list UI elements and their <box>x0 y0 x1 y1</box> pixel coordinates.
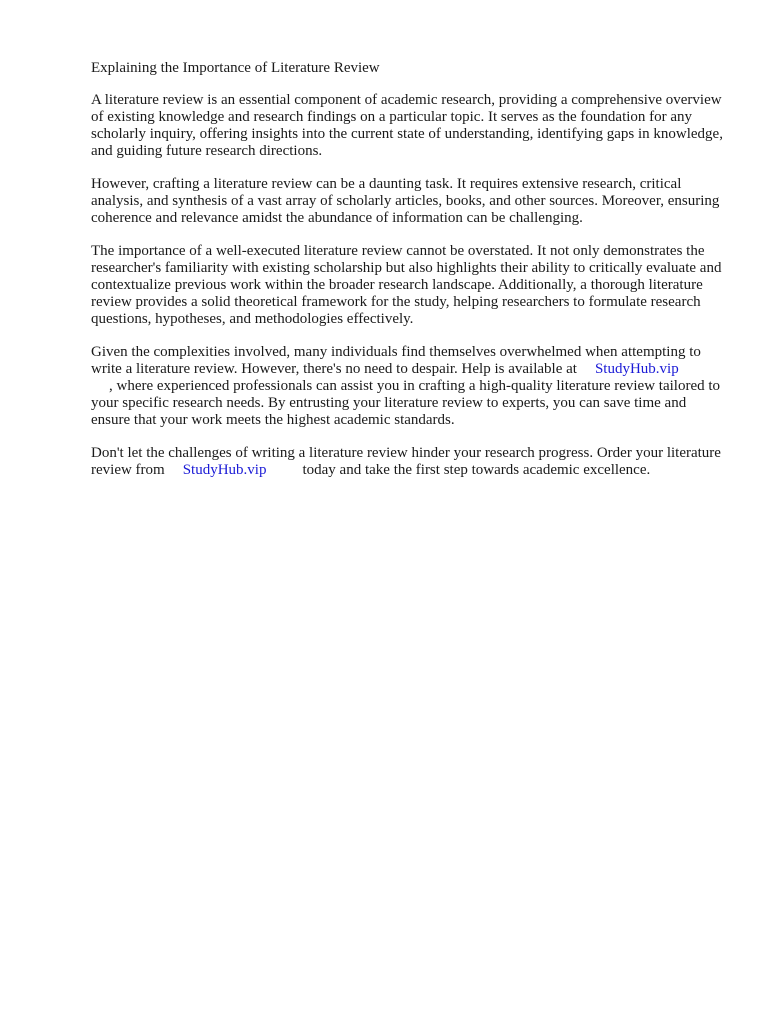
studyhub-link-2[interactable]: StudyHub.vip <box>182 462 267 478</box>
paragraph-help-before: Given the complexities involved, many individuals find themselves overwhelmed when attempting to write a literature review. However, there's no need to despair. Help is available at <box>91 344 701 377</box>
paragraph-cta-after: today and take the first step towards academic excellence. <box>302 462 651 478</box>
document-page <box>91 60 727 495</box>
paragraph-help-after: , where experienced professionals can assist you in crafting a high-quality literature review tailored to your specific research needs. By entrusting your literature review to experts, you can save time and ensure that your work meets the highest academic standards. <box>91 378 721 428</box>
paragraph-call-to-action <box>91 445 727 479</box>
paragraph-challenges: However, crafting a literature review can be a daunting task. It requires extensive research, critical analysis, and synthesis of a vast array of scholarly articles, books, and other sources. Moreover, ensuring coherence and relevance amidst the abundance of information can be challenging. <box>91 176 720 226</box>
studyhub-link[interactable]: StudyHub.vip <box>594 361 679 377</box>
document-title: Explaining the Importance of Literature Review <box>91 60 380 76</box>
paragraph-importance: The importance of a well-executed literature review cannot be overstated. It not only demonstrates the researcher's familiarity with existing scholarship but also highlights their ability to critically evaluate and contextualize previous work within the broader research landscape. Additionally, a thorough literature review provides a solid theoretical framework for the study, helping researchers to formulate research questions, hypotheses, and methodologies effectively. <box>91 243 722 327</box>
paragraph-cta-before: Don't let the challenges of writing a literature review hinder your research progress. Order your literature review from <box>91 445 721 478</box>
paragraph-intro: A literature review is an essential component of academic research, providing a comprehensive overview of existing knowledge and research findings on a particular topic. It serves as the foundation for any scholarly inquiry, offering insights into the current state of understanding, identifying gaps in knowledge, and guiding future research directions. <box>91 92 723 159</box>
paragraph-help <box>91 344 727 429</box>
